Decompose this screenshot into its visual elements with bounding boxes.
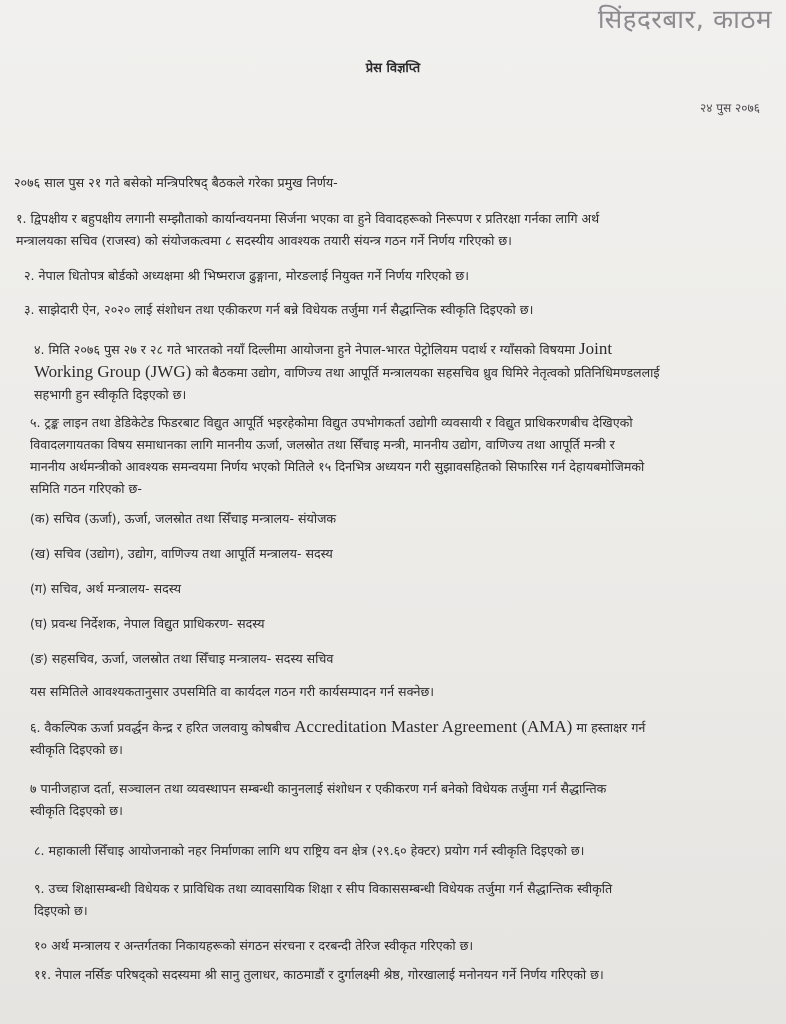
decision-5 [30,412,644,500]
decision-11 [34,964,604,986]
decision-english-text: Accreditation Master Agreement (AMA) [294,717,573,736]
decision-3 [24,299,533,321]
decision-line: दिइएको छ। [34,903,88,918]
decision-6 [30,716,645,761]
decision-line: ८. महाकाली सिँचाइ आयोजनाको नहर निर्माणका लागि थप राष्ट्रिय वन क्षेत्र (२९.६० हेक्टर) प्रयोग गर्न स्वीकृति दिइएको छ। [34,843,585,858]
decision-line: मा हस्ताक्षर गर्न [576,720,646,735]
intro-line: २०७६ साल पुस २१ गते बसेको मन्त्रिपरिषद् बैठकले गरेका प्रमुख निर्णय- [14,175,338,190]
decision-line: १. द्विपक्षीय र बहुपक्षीय लगानी सम्झौताको कार्यान्वयनमा सिर्जना भएका वा हुने विवादहरूको निरूपण र प्रतिरक्षा गर्नका लागि अर्थ [16,211,600,226]
decision-line: ५. ट्रङ्क लाइन तथा डेडिकेटेड फिडरबाट विद्युत आपूर्ति भइरहेकोमा विद्युत उपभोगकर्ता उद्योगी व्यवसायी र विद्युत प्राधिकरणबीच देखिएको [30,415,633,430]
decision-line: स्वीकृति दिइएको छ। [30,803,123,818]
decision-line: ३. साझेदारी ऐन, २०२० लाई संशोधन तथा एकीकरण गर्न बन्ने विधेयक तर्जुमा गर्न सैद्धान्तिक स्वीकृति दिइएको छ। [24,302,534,317]
committee-member: (क) सचिव (ऊर्जा), ऊर्जा, जलस्रोत तथा सिँचाइ मन्त्रालय- संयोजक [30,511,337,526]
decision-4 [34,338,660,406]
decision-9 [34,878,612,922]
decision-line: ११. नेपाल नर्सिङ परिषद्को सदस्यमा श्री सानु तुलाधर, काठमाडौं र दुर्गालक्ष्मी श्रेष्ठ, गोरखालाई मनोनयन गर्ने निर्णय गरिएको छ। [34,967,604,982]
document-title: प्रेस विज्ञप्ति [365,61,421,76]
decision-line: ४. मिति २०७६ पुस २७ र २८ गते भारतको नयाँ दिल्लीमा आयोजना हुने नेपाल-भारत पेट्रोलियम पदार्थ र ग्याँसको विषयमा [34,342,576,357]
committee-member: (ग) सचिव, अर्थ मन्त्रालय- सदस्य [30,581,182,596]
decision-line: समिति गठन गरिएको छ- [30,481,142,496]
decision-line: ७ पानीजहाज दर्ता, सञ्चालन तथा व्यवस्थापन सम्बन्धी कानुनलाई संशोधन र एकीकरण गर्न बनेको विधेयक तर्जुमा गर्न सैद्धान्तिक [30,781,607,796]
decision-7 [30,778,606,822]
decision-2 [24,265,469,287]
decision-line: को बैठकमा उद्योग, वाणिज्य तथा आपूर्ति मन्त्रालयका सहसचिव ध्रुव घिमिरे नेतृत्वको प्रतिनिधिमण्डललाई [195,365,660,380]
decision-line: १० अर्थ मन्त्रालय र अन्तर्गतका निकायहरूको संगठन संरचना र दरबन्दी तेरिज स्वीकृत गरिएको छ। [34,938,474,953]
decision-line: सहभागी हुन स्वीकृति दिइएको छ। [34,387,187,402]
decision-english-text: Working Group (JWG) [34,362,192,381]
committee-member: (ख) सचिव (उद्योग), उद्योग, वाणिज्य तथा आपूर्ति मन्त्रालय- सदस्य [30,546,333,561]
document-date: २४ पुस २०७६ [700,101,760,115]
decision-line: ६. वैकल्पिक ऊर्जा प्रवर्द्धन केन्द्र र हरित जलवायु कोषबीच [30,720,291,735]
decision-1 [16,208,599,252]
decision-line: ९. उच्च शिक्षासम्बन्धी विधेयक र प्राविधिक तथा व्यावसायिक शिक्षा र सीप विकाससम्बन्धी विधेयक तर्जुमा गर्न सैद्धान्तिक स्वीकृति [34,881,613,896]
decision-english-text: Joint [579,339,613,358]
subcommittee-note: यस समितिले आवश्यकतानुसार उपसमिति वा कार्यदल गठन गरी कार्यसम्पादन गर्न सक्नेछ। [30,684,435,699]
decision-line: स्वीकृति दिइएको छ। [30,742,123,757]
letterhead-text: सिंहदरबार, काठम [597,5,772,35]
decision-8 [34,840,584,862]
decision-line: माननीय अर्थमन्त्रीको आवश्यक समन्वयमा निर्णय भएको मितिले १५ दिनभित्र अध्ययन गरी सुझावसहितको सिफारिस गर्न देहायबमोजिमको [30,459,645,474]
committee-member: (ङ) सहसचिव, ऊर्जा, जलस्रोत तथा सिँचाइ मन्त्रालय- सदस्य सचिव [30,651,334,666]
decision-line: २. नेपाल धितोपत्र बोर्डको अध्यक्षमा श्री भिष्मराज ढुङ्गाना, मोरङलाई नियुक्त गर्ने निर्णय गरिएको छ। [24,268,470,283]
decision-line: मन्त्रालयका सचिव (राजस्व) को संयोजकत्वमा ८ सदस्यीय आवश्यक तयारी संयन्त्र गठन गर्ने निर्णय गरिएको छ। [16,233,512,248]
decision-line: विवादलगायतका विषय समाधानका लागि माननीय ऊर्जा, जलस्रोत तथा सिँचाइ मन्त्री, माननीय उद्योग, वाणिज्य तथा आपूर्ति मन्त्री र [30,437,615,452]
decision-10 [34,935,473,957]
committee-member: (घ) प्रवन्ध निर्देशक, नेपाल विद्युत प्राधिकरण- सदस्य [30,616,265,631]
